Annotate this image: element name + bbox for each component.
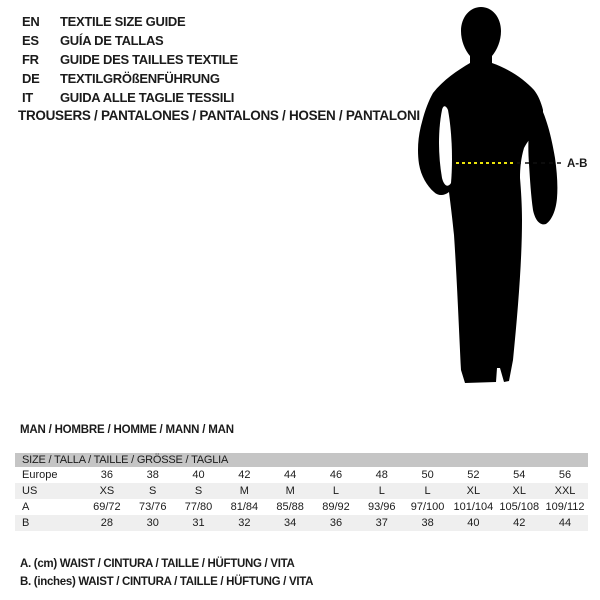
table-row xyxy=(15,499,588,515)
row-label: Europe xyxy=(22,469,58,481)
row-label: A xyxy=(22,501,30,513)
size-cell: S xyxy=(149,485,157,497)
size-cell: XL xyxy=(512,485,526,497)
size-cell: 42 xyxy=(238,469,251,481)
language-label: TEXTILE SIZE GUIDE xyxy=(60,14,186,29)
size-cell: 93/96 xyxy=(368,501,396,513)
size-cell: XS xyxy=(99,485,115,497)
size-cell: XL xyxy=(466,485,481,497)
size-cell: 46 xyxy=(329,469,343,481)
silhouette-right-arm xyxy=(528,111,557,224)
size-table xyxy=(15,453,588,531)
size-cell: 30 xyxy=(146,517,159,529)
language-label: TEXTILGRÖßENFÜHRUNG xyxy=(60,71,220,86)
size-cell: 81/84 xyxy=(230,501,259,513)
size-cell: M xyxy=(285,485,295,497)
size-cell: 44 xyxy=(284,469,297,481)
size-cell: 56 xyxy=(558,469,572,481)
size-cell: 32 xyxy=(238,517,251,529)
language-code: ES xyxy=(22,33,39,48)
size-cell: 36 xyxy=(100,469,114,481)
table-row xyxy=(15,515,588,531)
size-cell: 85/88 xyxy=(276,501,304,513)
size-cell: 77/80 xyxy=(184,501,213,513)
size-cell: 54 xyxy=(513,469,526,481)
size-cell: M xyxy=(239,485,249,497)
language-code: IT xyxy=(22,90,33,105)
size-cell: 34 xyxy=(284,517,297,529)
size-table-header: SIZE / TALLA / TAILLE / GRÖSSE / TAGLIA xyxy=(15,453,588,467)
language-code: DE xyxy=(22,71,40,86)
size-cell: 52 xyxy=(467,469,480,481)
size-cell: 89/92 xyxy=(322,501,350,513)
size-cell: 109/112 xyxy=(545,501,585,513)
table-row xyxy=(15,483,588,499)
size-cell: 50 xyxy=(421,469,434,481)
size-cell: L xyxy=(378,485,385,497)
size-cell: 37 xyxy=(375,517,388,529)
size-cell: 38 xyxy=(146,469,159,481)
size-cell: 40 xyxy=(192,469,205,481)
language-code: EN xyxy=(22,14,40,29)
note-a: A. (cm) WAIST / CINTURA / TAILLE / HÜFTUNG / VITA xyxy=(20,558,295,570)
section-title: MAN / HOMBRE / HOMME / MANN / MAN xyxy=(20,424,234,436)
size-cell: 31 xyxy=(192,517,205,529)
language-label: GUIDA ALLE TAGLIE TESSILI xyxy=(60,90,235,105)
row-label: B xyxy=(22,517,30,529)
table-row xyxy=(15,467,588,483)
category-title: TROUSERS / PANTALONES / PANTALONS / HOSEN / PANTALONI xyxy=(18,108,420,123)
size-cell: 40 xyxy=(467,517,480,529)
size-cell: 48 xyxy=(375,469,388,481)
note-b: B. (inches) WAIST / CINTURA / TAILLE / HÜFTUNG / VITA xyxy=(20,576,314,588)
size-cell: S xyxy=(194,485,203,497)
row-label: US xyxy=(22,485,38,497)
size-table-body xyxy=(15,467,588,531)
size-cell: 69/72 xyxy=(93,501,121,513)
size-cell: L xyxy=(332,485,340,497)
footer-notes xyxy=(20,555,313,591)
size-cell: 36 xyxy=(329,517,343,529)
size-cell: 73/76 xyxy=(138,501,167,513)
size-cell: 97/100 xyxy=(410,501,445,513)
size-cell: 105/108 xyxy=(499,501,540,513)
language-label: GUIDE DES TAILLES TEXTILE xyxy=(60,52,238,67)
size-cell: XXL xyxy=(554,485,576,497)
silhouette-body xyxy=(418,7,543,383)
measure-label: A-B xyxy=(567,158,588,170)
size-cell: 28 xyxy=(100,517,114,529)
size-cell: 44 xyxy=(558,517,572,529)
size-cell: 101/104 xyxy=(453,501,494,513)
size-cell: 42 xyxy=(513,517,526,529)
size-cell: 38 xyxy=(421,517,434,529)
language-label: GUÍA DE TALLAS xyxy=(60,33,164,48)
language-code: FR xyxy=(22,52,39,67)
size-cell: L xyxy=(424,485,431,497)
